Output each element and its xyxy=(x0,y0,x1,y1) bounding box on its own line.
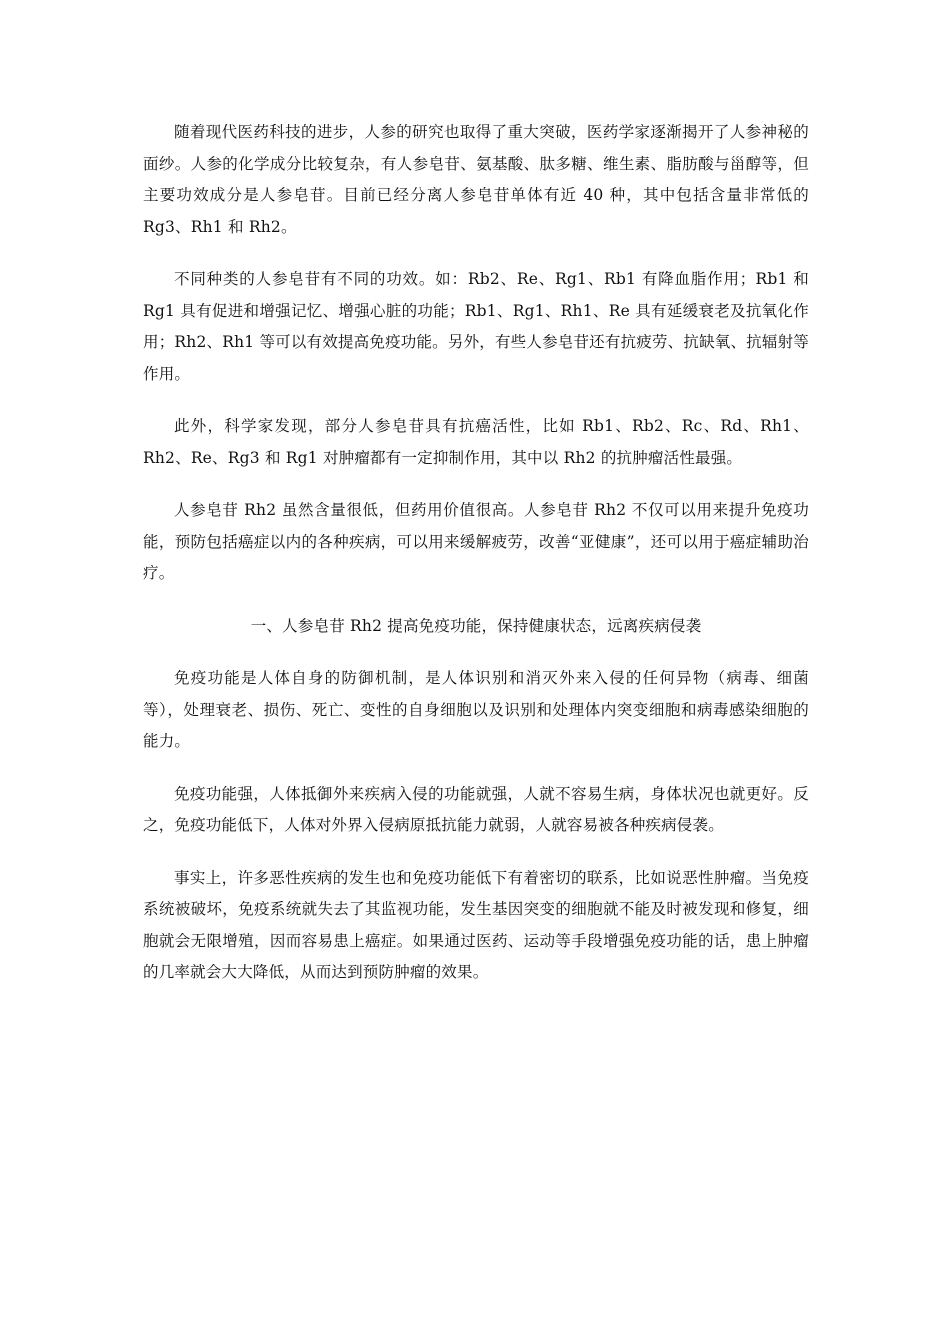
paragraph-anticancer-activity: 此外，科学家发现，部分人参皂苷具有抗癌活性，比如 Rb1、Rb2、Rc、Rd、Rh1、 Rh2、Re、Rg3 和 Rg1 对肿瘤都有一定抑制作用，其中以 Rh2 的抗肿瘤活性最强。 xyxy=(143,417,809,467)
paragraph-immune-definition: 免疫功能是人体自身的防御机制，是人体识别和消灭外来入侵的任何异物（病毒、细菌等），处理衰老、损伤、死亡、变性的自身细胞以及识别和处理体内突变细胞和病毒感染细胞的能力。 xyxy=(143,669,809,750)
paragraph-ginseng-research: 随着现代医药科技的进步，人参的研究也取得了重大突破，医药学家逐渐揭开了人参神秘的面纱。人参的化学成分比较复杂，有人参皂苷、氨基酸、肽多糖、维生素、脂肪酸与甾醇等，但主要功效成分是人参皂苷。目前已经分离人参皂苷单体有近 40 种，其中包括含量非常低的 Rg3、Rh1 和 Rh2。 xyxy=(143,123,809,236)
document-body xyxy=(143,117,809,989)
paragraph-immune-strength: 免疫功能强，人体抵御外来疾病入侵的功能就强，人就不容易生病，身体状况也就更好。反之，免疫功能低下，人体对外界入侵病原抵抗能力就弱，人就容易被各种疾病侵袭。 xyxy=(143,784,809,834)
paragraph-rh2-value: 人参皂苷 Rh2 虽然含量很低，但药用价值很高。人参皂苷 Rh2 不仅可以用来提升免疫功能，预防包括癌症以内的各种疾病，可以用来缓解疲劳，改善“亚健康”，还可以用于癌症辅助治疗。 xyxy=(143,501,809,582)
paragraph-ginsenoside-effects: 不同种类的人参皂苷有不同的功效。如：Rb2、Re、Rg1、Rb1 有降血脂作用；Rb1 和 Rg1 具有促进和增强记忆、增强心脏的功能；Rb1、Rg1、Rh1、Re 具有延缓衰老及抗氧化作用；Rh2、Rh1 等可以有效提高免疫功能。另外，有些人参皂苷还有抗疲劳、抗缺氧、抗辐射等作用。 xyxy=(143,270,809,383)
section-heading: 一、人参皂苷 Rh2 提高免疫功能，保持健康状态，远离疾病侵袭 xyxy=(250,616,702,635)
paragraph-immune-tumor: 事实上，许多恶性疾病的发生也和免疫功能低下有着密切的联系，比如说恶性肿瘤。当免疫系统被破坏，免疫系统就失去了其监视功能，发生基因突变的细胞就不能及时被发现和修复，细胞就会无限增殖，因而容易患上癌症。如果通过医药、运动等手段增强免疫功能的话，患上肿瘤的几率就会大大降低，从而达到预防肿瘤的效果。 xyxy=(143,868,809,981)
